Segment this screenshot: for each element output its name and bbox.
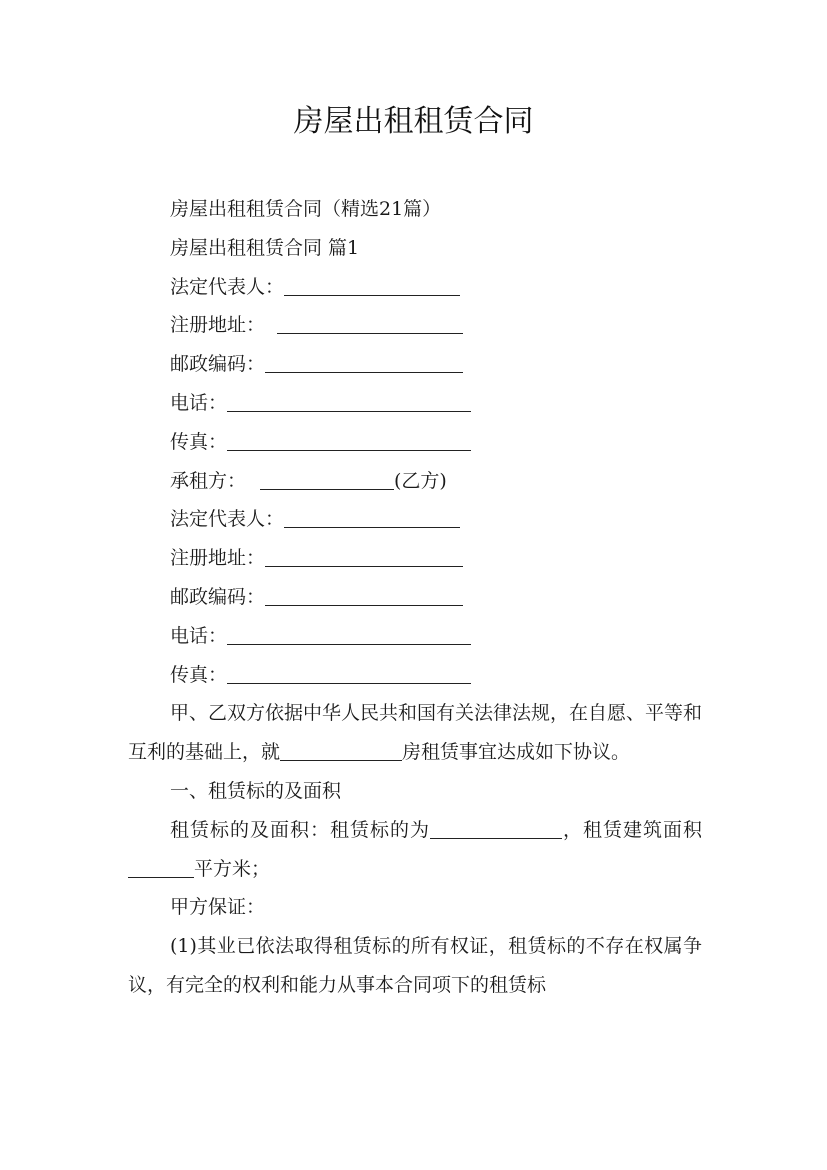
party-a-postcode-line (128, 345, 702, 384)
party-a-fax-line (128, 423, 702, 462)
party-a-fax-label: 传真： (170, 430, 228, 453)
party-a-phone-blank[interactable] (227, 389, 471, 412)
party-b-suffix: (乙方) (394, 469, 447, 492)
party-b-address-label: 注册地址： (170, 547, 266, 570)
party-b-postcode-blank[interactable] (265, 583, 463, 606)
area-text-1: 租赁标的及面积：租赁标的为 (170, 818, 430, 841)
party-a-legal-rep-line (128, 268, 702, 307)
party-b-legal-rep-blank[interactable] (284, 505, 460, 528)
party-a-postcode-label: 邮政编码： (170, 353, 266, 376)
party-b-phone-blank[interactable] (227, 622, 471, 645)
heading-lease-object: 一、租赁标的及面积 (170, 779, 342, 802)
party-b-legal-rep-label: 法定代表人： (170, 508, 285, 531)
party-b-address-blank[interactable] (265, 544, 463, 567)
clause-1: (1)其业已依法取得租赁标的所有权证，租赁标的不存在权属争议，有完全的权利和能力从事本合同项下的租赁标 (128, 935, 702, 996)
intro-paragraph (128, 694, 702, 772)
party-b-phone-label: 电话： (170, 624, 228, 647)
area-text-3: 平方米； (194, 857, 271, 880)
party-b-fax-label: 传真： (170, 663, 228, 686)
party-b-fax-blank[interactable] (227, 661, 471, 684)
lease-object-blank[interactable] (430, 816, 562, 839)
intro-text-2: 房租赁事宜达成如下协议。 (402, 741, 631, 764)
section-title: 房屋出租租赁合同 篇1 (170, 236, 360, 259)
party-b-name-blank[interactable] (260, 467, 394, 490)
guarantee-heading: 甲方保证： (170, 896, 266, 919)
party-a-address-label: 注册地址： (170, 314, 266, 337)
party-b-fax-line (128, 656, 702, 695)
party-a-phone-label: 电话： (170, 391, 228, 414)
party-a-phone-line (128, 384, 702, 423)
party-a-fax-blank[interactable] (227, 428, 471, 451)
area-paragraph (128, 811, 702, 889)
party-a-address-blank[interactable] (277, 311, 463, 334)
party-b-legal-rep-line (128, 500, 702, 539)
party-a-legal-rep-blank[interactable] (284, 273, 460, 296)
party-b-address-line (128, 539, 702, 578)
intro-text-1: 甲、乙双方依据中华人民共和国有关法律法规，在自愿、平等和互利的基础上，就 (128, 702, 703, 764)
party-b-postcode-label: 邮政编码： (170, 585, 266, 608)
party-a-postcode-blank[interactable] (265, 350, 463, 373)
party-b-line (128, 462, 702, 501)
document-title: 房屋出租租赁合同 (293, 104, 534, 139)
party-a-address-line (128, 306, 702, 345)
area-blank[interactable] (128, 855, 194, 878)
property-blank[interactable] (280, 738, 402, 761)
area-text-2: ，租赁建筑面积 (561, 818, 702, 841)
party-b-postcode-line (128, 578, 702, 617)
party-b-label: 承租方： (170, 469, 247, 492)
party-b-phone-line (128, 617, 702, 656)
subtitle: 房屋出租租赁合同（精选21篇） (170, 198, 442, 220)
party-a-legal-rep-label: 法定代表人： (170, 275, 285, 298)
document-body (128, 190, 702, 1005)
